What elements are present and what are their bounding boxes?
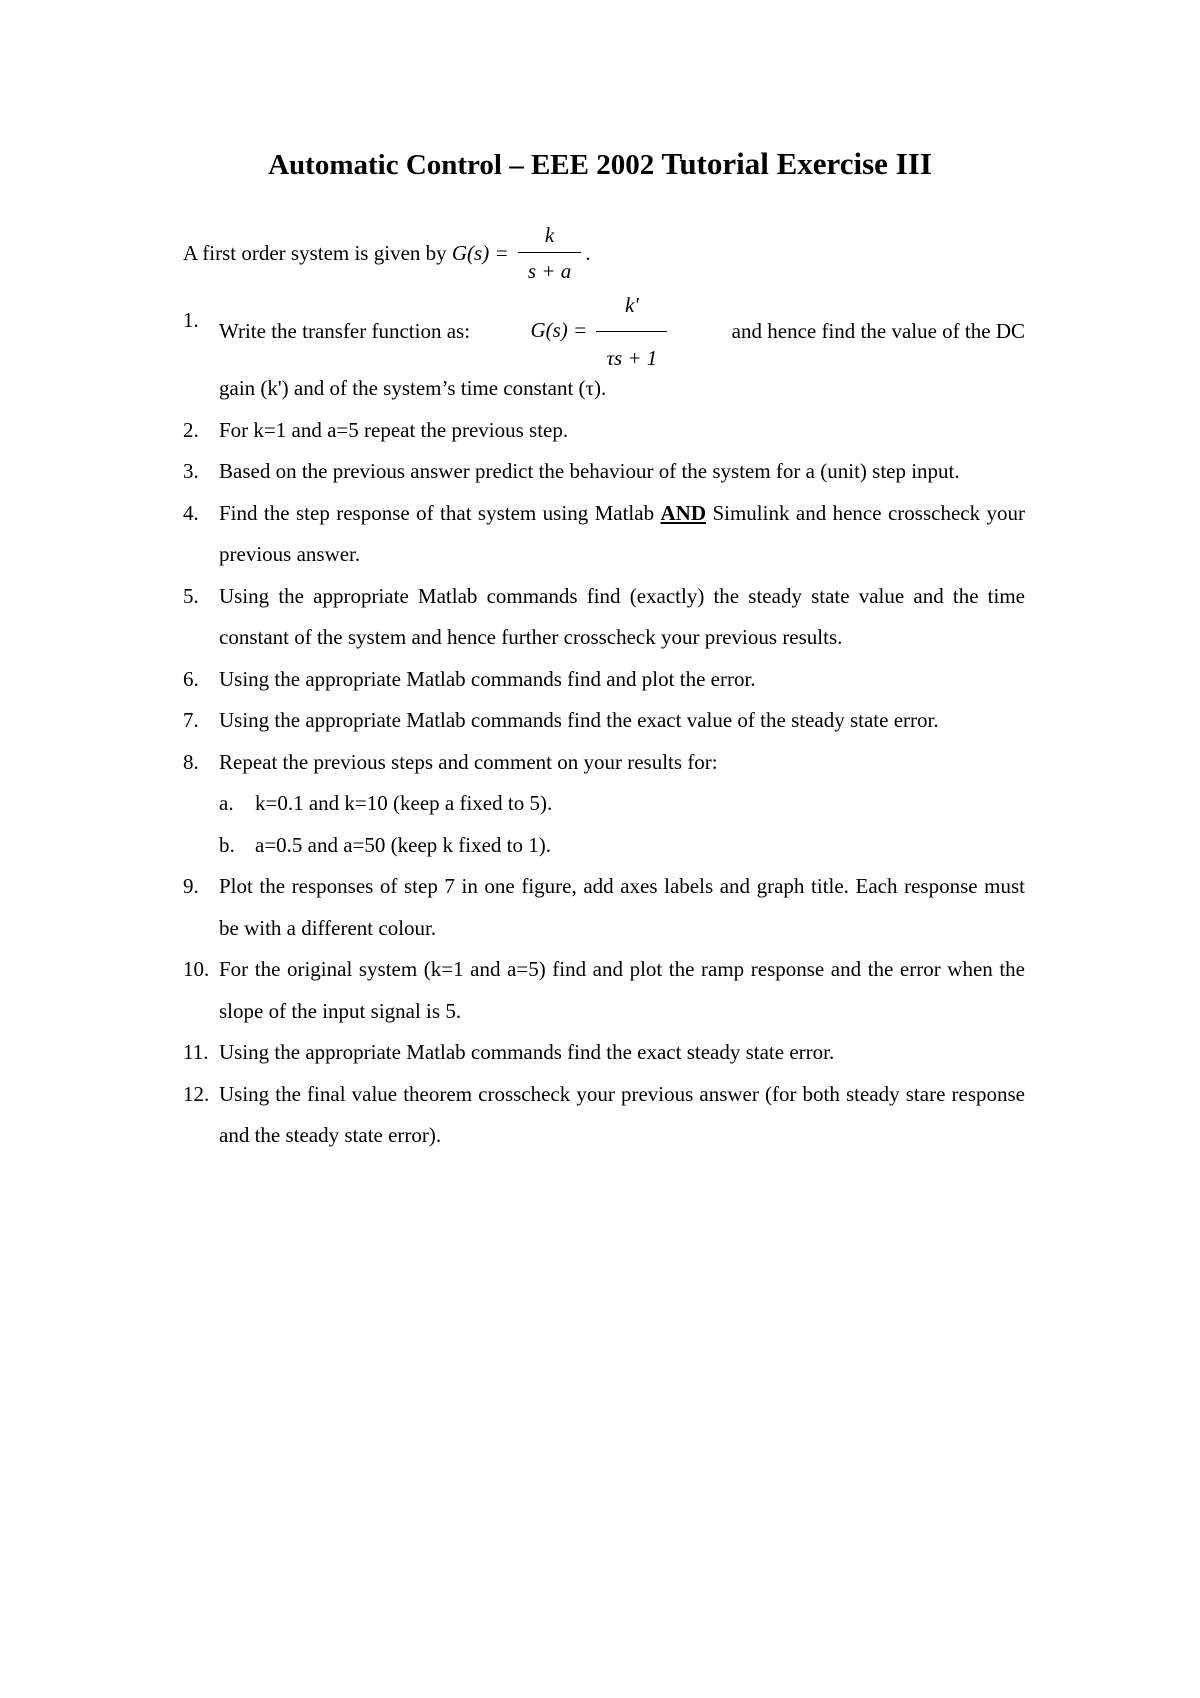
intro-numerator: k [544, 223, 555, 247]
item-text: For k=1 and a=5 repeat the previous step. [219, 417, 569, 442]
title-course: Automatic Control – EEE 2002 [268, 149, 662, 181]
item-1-lhs: G(s) = [530, 317, 588, 342]
list-item-2 [183, 410, 1025, 452]
item-label: 8. [183, 749, 199, 774]
list-item-7 [183, 700, 1025, 742]
item-4-emphasis: AND [660, 500, 707, 525]
item-text: Using the appropriate Matlab commands find and plot the error. [219, 666, 756, 691]
item-text: Repeat the previous steps and comment on your results for: [219, 749, 718, 774]
list-item-11 [183, 1032, 1025, 1074]
item-label: 10. [183, 957, 210, 981]
item-text: Plot the responses of step 7 in one figure, add axes labels and graph title. Each response must be with a different colour. [219, 874, 1025, 940]
item-4-pre: Find the step response of that system using Matlab [219, 500, 655, 525]
item-text: Using the appropriate Matlab commands find the exact steady state error. [219, 1040, 835, 1064]
item-label: 3. [183, 459, 199, 483]
sub-item-label: b. [219, 832, 235, 857]
item-label: 5. [183, 583, 199, 608]
item-1-post: and hence find the value of the DC [731, 319, 1025, 344]
item-label: 1. [183, 308, 199, 332]
list-item-4 [183, 493, 1025, 576]
list-item-3 [183, 451, 1025, 493]
item-1-line2: gain (k') and of the system’s time constant (τ). [219, 376, 607, 400]
item-1-denominator: τs + 1 [596, 331, 667, 380]
sub-item-text: a=0.5 and a=50 (keep k fixed to 1). [255, 832, 552, 857]
item-1-numerator: k' [624, 293, 639, 317]
intro-text: A first order system is given by [183, 241, 447, 265]
intro-fraction [518, 223, 581, 284]
list-item-5 [183, 576, 1025, 659]
sub-item-a [219, 783, 1025, 825]
item-text: Based on the previous answer predict the behaviour of the system for a (unit) step input. [219, 459, 960, 483]
list-item-10 [183, 949, 1025, 1032]
item-4-post: Simulink and hence crosscheck your previous answer. [219, 500, 1026, 566]
intro-statement [183, 223, 590, 284]
item-text: Using the final value theorem crosscheck your previous answer (for both steady stare response and the steady state error). [219, 1081, 1025, 1147]
item-text: Using the appropriate Matlab commands find (exactly) the steady state value and the time constant of the system and hence further crosscheck your previous results. [219, 583, 1025, 649]
item-label: 12. [183, 1081, 210, 1106]
page-title [0, 146, 1200, 182]
list-item-8 [183, 742, 1025, 867]
list-item-6 [183, 659, 1025, 701]
list-item-9 [183, 866, 1025, 949]
title-exercise: Tutorial Exercise III [661, 146, 932, 181]
item-text: For the original system (k=1 and a=5) find and plot the ramp response and the error when the slope of the input signal is 5. [219, 957, 1025, 1023]
item-1-pre: Write the transfer function as: [219, 319, 471, 344]
sub-list [183, 783, 1025, 866]
intro-lhs: G(s) = [451, 241, 509, 265]
item-label: 4. [183, 500, 199, 525]
item-label: 2. [183, 417, 199, 442]
item-label: 9. [183, 874, 199, 898]
sub-item-label: a. [219, 791, 234, 815]
item-label: 11. [183, 1040, 209, 1064]
list-item-1 [183, 293, 1025, 410]
item-text: Using the appropriate Matlab commands find the exact value of the steady state error. [219, 708, 939, 732]
item-label: 6. [183, 666, 199, 691]
intro-denominator: s + a [518, 252, 581, 284]
list-item-12 [183, 1074, 1025, 1157]
intro-end: . [585, 241, 591, 265]
sub-item-b [219, 825, 1025, 867]
item-label: 7. [183, 708, 199, 732]
exercise-list [183, 293, 1026, 1157]
sub-item-text: k=0.1 and k=10 (keep a fixed to 5). [255, 791, 553, 815]
item-1-fraction [596, 285, 667, 379]
